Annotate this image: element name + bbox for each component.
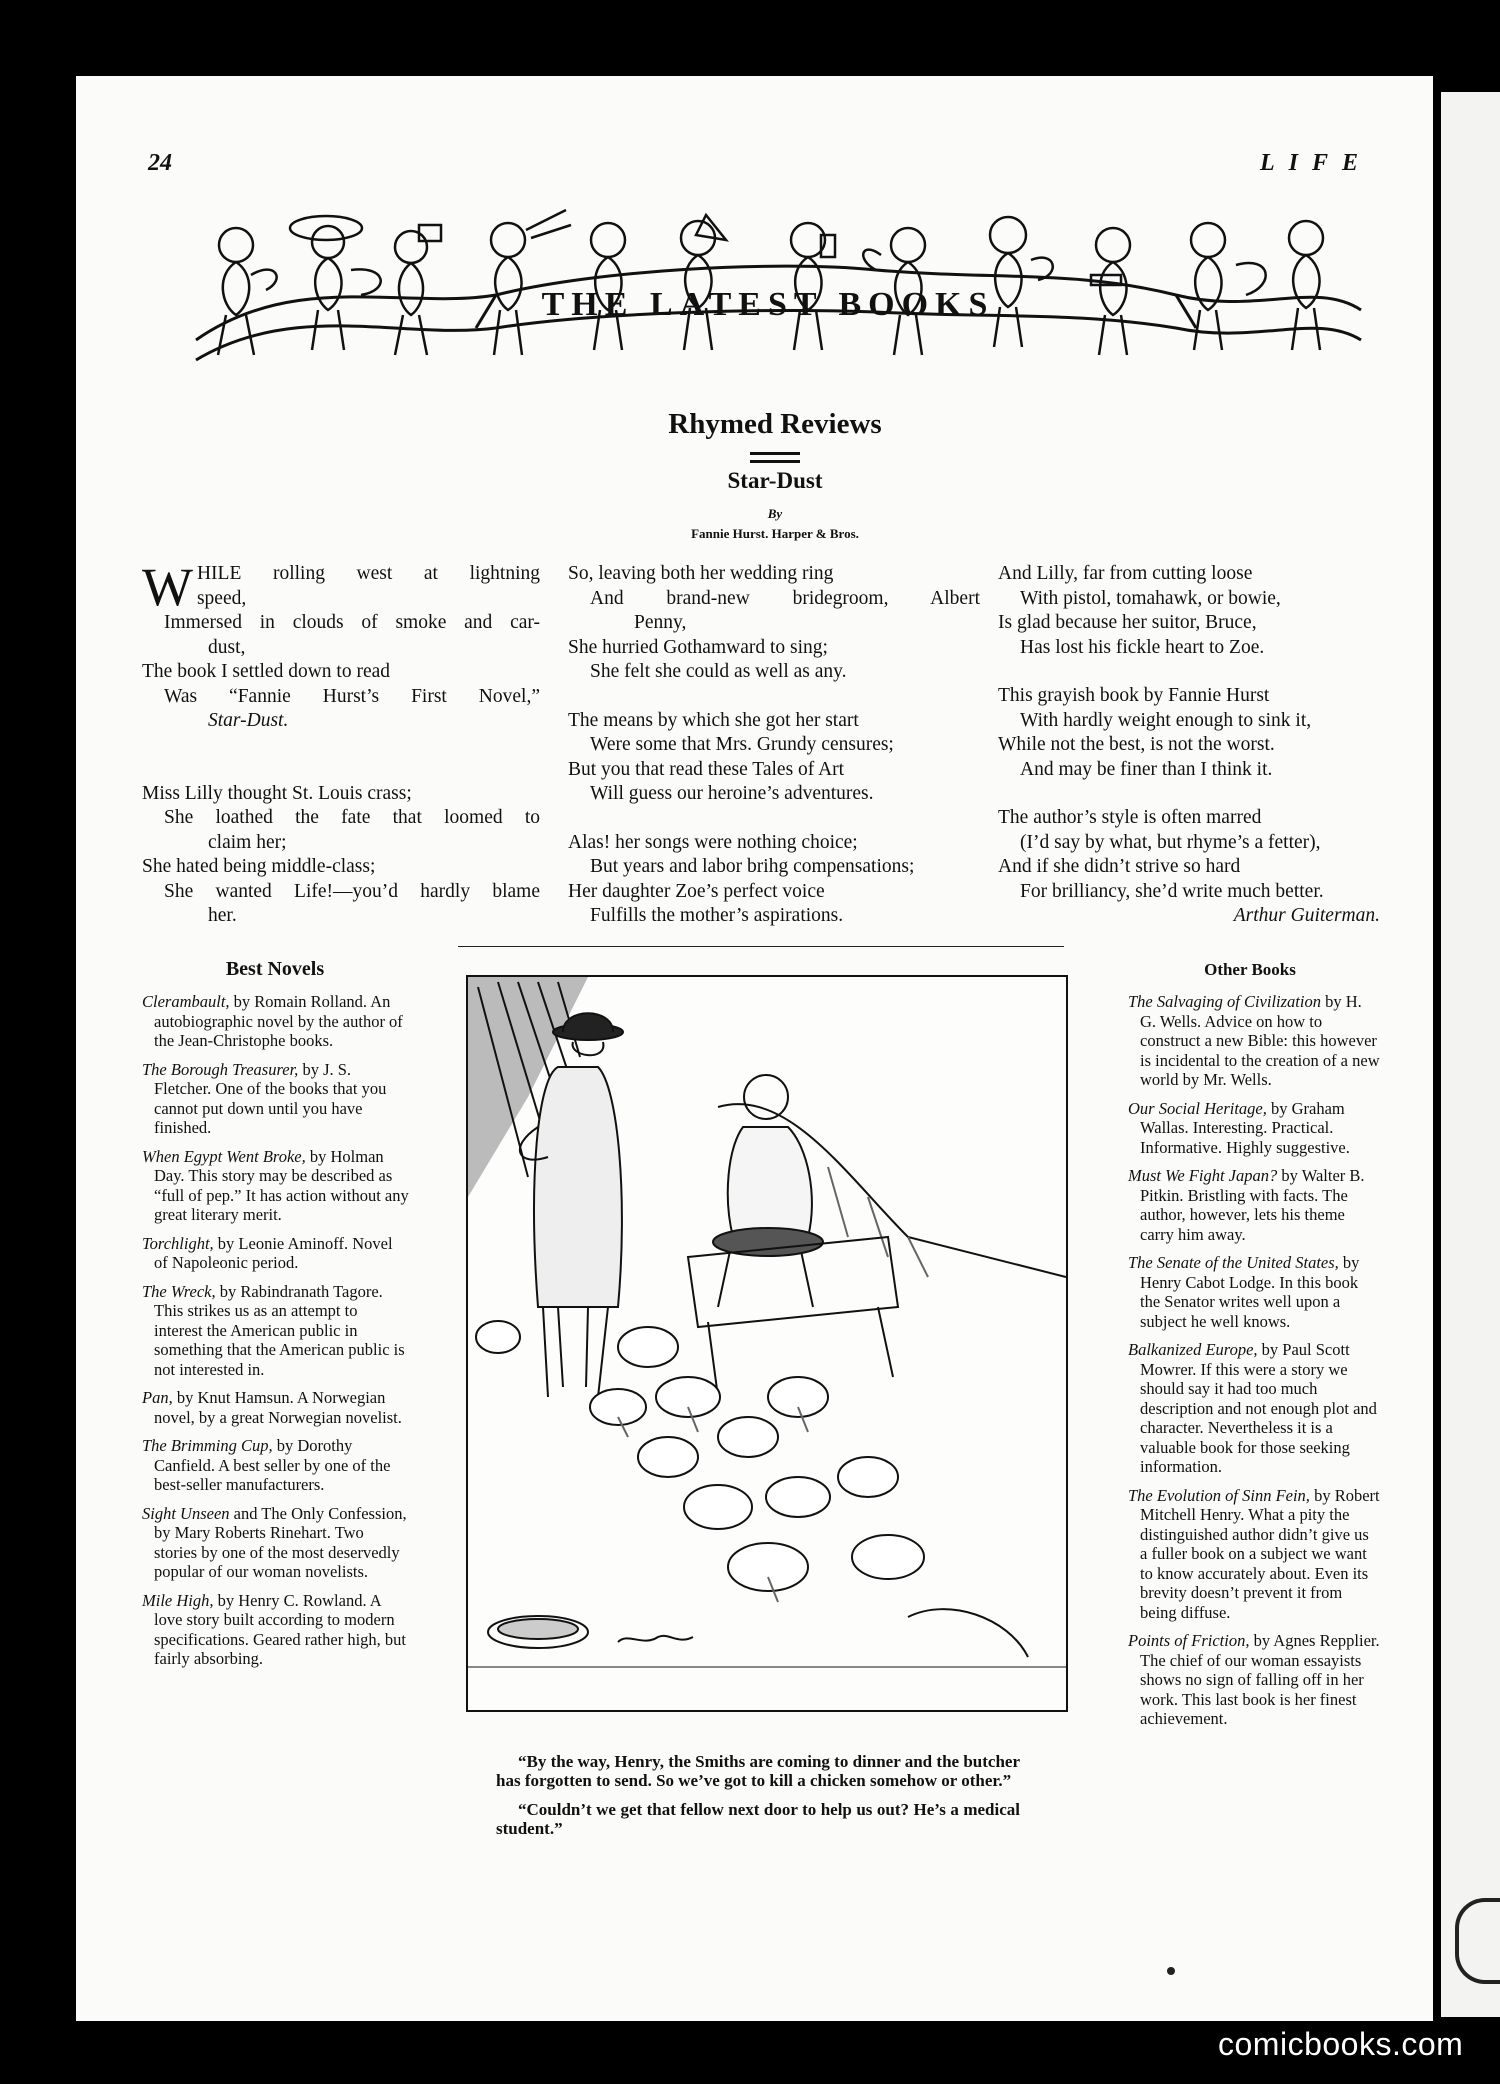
poem-line: While not the best, is not the worst. [998, 734, 1275, 755]
book-credit: Fannie Hurst. Harper & Bros. [691, 526, 859, 541]
poem-line: She hurried Gothamward to sing; [568, 636, 828, 658]
list-item: Mile High, by Henry C. Rowland. A love story built according to modern specifications. Geared rather high, but fairly absorbing. [142, 1590, 406, 1668]
poem-line: Her daughter Zoe’s perfect voice [568, 880, 825, 902]
list-item: Balkanized Europe, by Paul Scott Mowrer. If this were a story we should say it had too much description and not enough plot and character. Nevertheless it is a valuable book for those seeking information. [1128, 1340, 1377, 1476]
list-item: The Evolution of Sinn Fein, by Robert Mitchell Henry. What a pity the distinguished author didn’t give us a fuller book on a subject we want to know accurately about. Even its brevity doesn’t prevent it from being diffuse. [1128, 1485, 1380, 1622]
byline-label: By [767, 506, 783, 521]
list-item: When Egypt Went Broke, by Holman Day. This story may be described as “full of pep.” It has action without any great literary merit. [142, 1146, 409, 1224]
list-item: Torchlight, by Leonie Aminoff. Novel of Napoleonic period. [142, 1233, 393, 1272]
cartoon-illustration [466, 975, 1068, 1712]
best-novels-heading: Best Novels [225, 958, 325, 980]
other-books-list [1128, 992, 1380, 1738]
best-novels-list [142, 992, 410, 1678]
section-divider [458, 946, 1064, 947]
caption-line-2: “Couldn’t we get that fellow next door to help us out? He’s a medical student.” [496, 1800, 1020, 1838]
poem-line: But you that read these Tales of Art [568, 758, 845, 780]
poem-line: She loathed the fate that loomed to [164, 807, 540, 828]
poem-line: And may be finer than I think it. [1020, 758, 1273, 780]
poem-line: This grayish book by Fannie Hurst [998, 685, 1270, 706]
ink-mark [1167, 1967, 1175, 1975]
poem-line: She wanted Life!—you’d hardly blame [164, 880, 540, 902]
magazine-name: LIFE [1260, 150, 1373, 176]
poem-column-3 [998, 562, 1384, 929]
poem-line: For brilliancy, she’d write much better. [1020, 880, 1324, 902]
drop-cap: W [142, 557, 193, 617]
other-books-heading: Other Books [1204, 960, 1296, 979]
page-number: 24 [148, 150, 172, 176]
list-item: The Borough Treasurer, by J. S. Fletcher. One of the books that you cannot put down until you have finished. [142, 1059, 387, 1137]
poem-line: Fulfills the mother’s aspirations. [590, 905, 844, 926]
poem-line: Penny, [634, 612, 687, 633]
section-title: Rhymed Reviews [668, 408, 882, 440]
poem-line: Was “Fannie Hurst’s First Novel,” [164, 685, 540, 707]
poem-line: HILE rolling west at lightning [196, 563, 540, 584]
poem-line: Has lost his fickle heart to Zoe. [1020, 636, 1265, 658]
poem-line: Star-Dust. [208, 710, 289, 731]
poem-line: Will guess our heroine’s adventures. [590, 783, 874, 804]
list-item: Sight Unseen and The Only Confession, by Mary Roberts Rinehart. Two stories by one of the most deservedly popular of our woman novelists. [142, 1503, 407, 1581]
poem-line: She hated being middle-class; [142, 856, 376, 877]
poem-line: Miss Lilly thought St. Louis crass; [142, 782, 412, 804]
poem-line: But years and labor brihg compensations; [590, 856, 915, 877]
list-item: Clerambault, by Romain Rolland. An autobiographic novel by the author of the Jean-Christophe books. [142, 992, 403, 1050]
poem-line: With hardly weight enough to sink it, [1020, 709, 1312, 731]
poem-line: speed, [196, 587, 247, 609]
poem-line: Were some that Mrs. Grundy censures; [590, 734, 894, 755]
poem-line: And brand-new bridegroom, Albert [590, 587, 980, 609]
poem-line: (I’d say by what, but rhyme’s a fetter), [1020, 831, 1321, 853]
poem-line: her. [208, 905, 237, 926]
list-item: Our Social Heritage, by Graham Wallas. Interesting. Practical. Informative. Highly suggestive. [1128, 1098, 1350, 1157]
banner-title: THE LATEST BOOKS [541, 286, 995, 323]
poem-line: She felt she could as well as any. [590, 661, 847, 682]
poem-signature: Arthur Guiterman. [1233, 905, 1380, 926]
adjacent-page-edge [1441, 92, 1500, 2017]
list-item: Pan, by Knut Hamsun. A Norwegian novel, by a great Norwegian novelist. [142, 1388, 402, 1427]
poem-line: And Lilly, far from cutting loose [998, 563, 1253, 584]
list-item: The Senate of the United States, by Henry Cabot Lodge. In this book the Senator writes well upon a subject he well knows. [1128, 1253, 1360, 1331]
poem-line: The book I settled down to read [142, 661, 391, 682]
poem-line: The author’s style is often marred [998, 807, 1262, 828]
site-watermark: comicbooks.com [1218, 2026, 1464, 2062]
list-item: The Brimming Cup, by Dorothy Canfield. A best seller by one of the best-seller manufacturers. [142, 1436, 391, 1494]
caption-line-1: “By the way, Henry, the Smiths are coming to dinner and the butcher has forgotten to send. So we’ve got to kill a chicken somehow or other.” [496, 1752, 1020, 1790]
adjacent-page-sketch [1455, 1898, 1500, 1984]
list-item: The Salvaging of Civilization by H. G. Wells. Advice on how to construct a new Bible: this however is incidental to the creation of a new world by Mr. Wells. [1128, 992, 1380, 1089]
cartoon-caption [496, 1752, 1020, 1848]
poem-line: The means by which she got her start [568, 709, 859, 731]
title-double-rule [750, 452, 800, 463]
poem-line: And if she didn’t strive so hard [998, 856, 1241, 877]
poem-line: With pistol, tomahawk, or bowie, [1020, 587, 1281, 609]
poem-line: So, leaving both her wedding ring [568, 563, 834, 584]
poem-line: Is glad because her suitor, Bruce, [998, 612, 1257, 633]
book-title: Star-Dust [727, 468, 823, 493]
poem-column-2 [568, 562, 980, 929]
list-item: Points of Friction, by Agnes Repplier. The chief of our woman essayists shows no sign of falling off in her work. This last book is her finest achievement. [1128, 1631, 1380, 1728]
poem-line: dust, [208, 636, 246, 658]
poem-line: Immersed in clouds of smoke and car- [164, 612, 540, 633]
poem-column-1 [142, 557, 540, 929]
list-item: The Wreck, by Rabindranath Tagore. This strikes us as an attempt to interest the American public in something that the American public is not interested in. [142, 1281, 405, 1379]
poem-line: claim her; [208, 831, 287, 853]
poem-line: Alas! her songs were nothing choice; [568, 831, 858, 853]
list-item: Must We Fight Japan? by Walter B. Pitkin. Bristling with facts. The author, however, lets his theme carry him away. [1128, 1166, 1365, 1244]
